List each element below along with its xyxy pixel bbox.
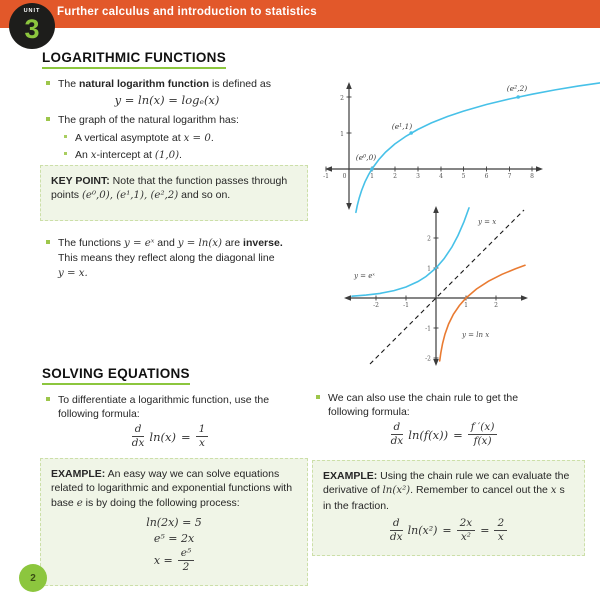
svg-text:2: 2 [393, 173, 397, 180]
log-curve [440, 265, 525, 361]
subbullet-text: A vertical asymptote at x = 0. [75, 132, 214, 144]
exp-curve-label: y = eˣ [354, 272, 375, 280]
bullet-square-icon [46, 117, 50, 121]
bullet-graph-properties: The graph of the natural logarithm has: [46, 113, 308, 127]
unit-label: UNIT [23, 8, 41, 15]
fraction: $\frac{1}{x}$ [196, 424, 209, 449]
svg-text:-2: -2 [373, 302, 379, 309]
example-text: EXAMPLE: Using the chain rule we can evaluate the derivative of ln(x²). Remember to cancel out the x s in the fraction. [323, 470, 570, 512]
fraction: $\frac{d}{dx}$ [389, 517, 403, 544]
page-number-badge: 2 [19, 564, 47, 592]
bullet-text: To differentiate a logarithmic function, use the following formula: [58, 394, 270, 421]
bullet-text: The natural logarithm function is defined as [58, 78, 271, 90]
header-title: Further calculus and introduction to statistics [57, 6, 317, 18]
point-label-e2: (e²,2) [506, 84, 528, 93]
fraction: $\frac{d}{dx}$ [131, 423, 145, 450]
svg-text:0: 0 [342, 173, 347, 180]
formula-chain-rule: $\frac{d}{dx}$ ln(f(x)) = $\frac{f '(x)}{f(x)}$ [315, 422, 573, 447]
svg-text:6: 6 [484, 173, 489, 180]
bullet-square-icon [46, 81, 50, 85]
svg-text:-2: -2 [425, 355, 431, 363]
fraction: $\frac{\text{e⁵}}{2}$ [178, 548, 194, 573]
svg-text:1: 1 [427, 265, 431, 273]
bullet-text: The functions y = eˣ and y = ln(x) are inverse. This means they reflect along the diagonal line y = x. [58, 237, 283, 279]
point-e0-marker [370, 167, 374, 171]
svg-text:2: 2 [340, 95, 344, 102]
x-axis-arrow-left-icon [344, 295, 351, 301]
bullet-inverse-functions [46, 236, 310, 281]
fraction: $\frac{f '(x)}{f(x)}$ [468, 422, 498, 447]
subbullet-x-intercept [64, 148, 304, 163]
point-e1-marker [409, 131, 413, 135]
unit-number: 3 [24, 13, 40, 44]
point-e2-marker [516, 95, 520, 99]
svg-text:1: 1 [340, 131, 344, 138]
svg-text:-1: -1 [403, 302, 409, 309]
bullet-text: We can also use the chain rule to get the following formula: [328, 392, 519, 419]
example-equations: ln(2x) = 5 e⁵ = 2x x = $\frac{\text{e⁵}}{2}$ [146, 516, 202, 574]
y-axis-arrow-up-icon [346, 82, 352, 89]
key-point-box [40, 165, 308, 221]
subbullet-square-icon [64, 152, 67, 155]
x-axis-labels [323, 173, 534, 180]
y-axis-labels [425, 236, 431, 363]
subbullet-square-icon [64, 135, 67, 138]
x-axis-arrow-right-icon [536, 166, 543, 172]
log-curve-label: y = ln x [462, 331, 490, 339]
formula-ln-definition: y = ln(x) = logₑ(x) [114, 93, 220, 107]
svg-text:5: 5 [461, 173, 466, 180]
svg-text:8: 8 [530, 173, 534, 180]
subbullet-text: An x-intercept at (1,0). [75, 149, 182, 161]
example-equation: $\frac{d}{dx}$ ln(x²) = $\frac{2x}{\text{x²}}$ = $\frac{2}{x}$ [323, 518, 574, 543]
formula-derivative-ln: $\frac{d}{dx}$ ln(x) = $\frac{1}{x}$ [42, 424, 298, 449]
header-bar [0, 0, 600, 28]
bullet-square-icon [46, 397, 50, 401]
fraction: $\frac{2}{x}$ [494, 518, 507, 543]
identity-line [370, 210, 524, 364]
bullet-differentiate-log [46, 393, 308, 422]
svg-text:1: 1 [464, 302, 468, 309]
bullet-square-icon [316, 395, 320, 399]
example-box-chain-rule [312, 460, 585, 556]
svg-text:2: 2 [494, 302, 498, 309]
bullet-chain-rule [316, 391, 578, 420]
bullet-natural-log-definition [46, 77, 308, 91]
section-heading-logarithmic-functions: LOGARITHMIC FUNCTIONS [42, 50, 226, 69]
svg-text:4: 4 [439, 173, 443, 180]
graph-inverse-functions [330, 196, 600, 374]
fraction: $\frac{2x}{\text{x²}}$ [457, 518, 476, 543]
example-box-solve-equations [40, 458, 308, 586]
fraction: $\frac{d}{dx}$ [390, 421, 404, 448]
key-point-text: KEY POINT: Note that the function passes through points (e⁰,0), (e¹,1), (e²,2) and so on. [51, 175, 288, 202]
svg-text:2: 2 [427, 235, 431, 243]
svg-text:-1: -1 [425, 325, 431, 333]
svg-text:-1: -1 [323, 173, 329, 180]
y-axis-arrow-down-icon [433, 359, 439, 366]
example-text: EXAMPLE: An easy way we can solve equations related to logarithmic and exponential functions with base e is by doing the following process: [51, 468, 293, 509]
bullet-square-icon [46, 240, 50, 244]
point-label-e0: (e⁰,0) [355, 153, 377, 162]
identity-line-label: y = x [478, 218, 497, 226]
y-axis-arrow-up-icon [433, 206, 439, 213]
svg-text:1: 1 [370, 173, 374, 180]
svg-text:3: 3 [416, 173, 420, 180]
y-axis-labels [340, 95, 344, 138]
x-axis-arrow-right-icon [521, 295, 528, 301]
subbullet-vertical-asymptote [64, 131, 304, 146]
svg-text:7: 7 [507, 173, 512, 180]
point-label-e1: (e¹,1) [391, 122, 413, 131]
unit-badge [9, 3, 55, 49]
ln-curve [356, 83, 600, 212]
section-heading-solving-equations: SOLVING EQUATIONS [42, 366, 190, 385]
